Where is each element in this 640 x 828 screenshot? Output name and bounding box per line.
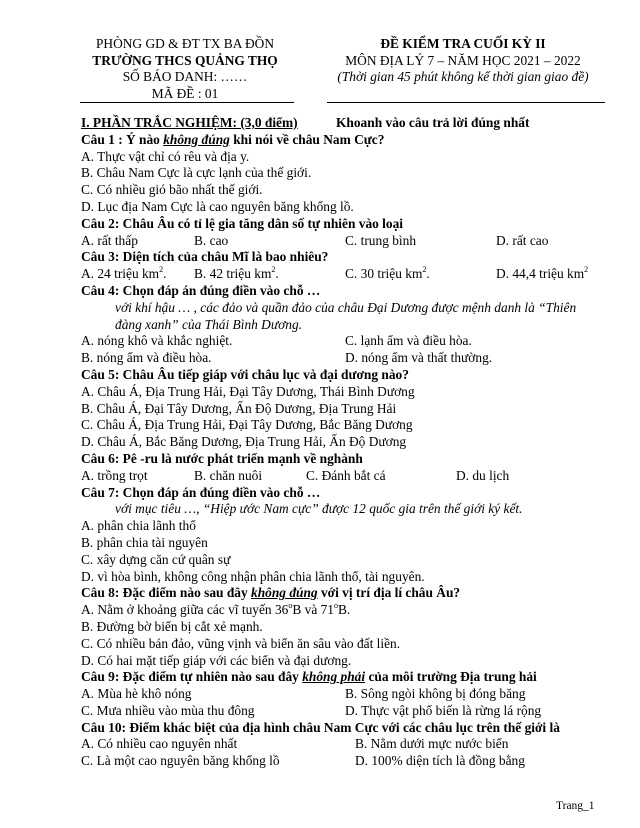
q6-options: [81, 468, 605, 485]
q7-stem: với mục tiêu …, “Hiệp ước Nam cực” được 12 quốc gia trên thế giới ký kết.: [115, 501, 523, 517]
q9-option-a[interactable]: A. Mùa hè khô nóng: [81, 686, 192, 702]
q9-options-row1: [81, 686, 605, 703]
question-1: Câu 1 : Ý nào không đúng khi nói về châu Nam Cực?: [81, 131, 385, 147]
q8-option-a[interactable]: A. Nằm ở khoảng giữa các vĩ tuyến 36$^o$B và 71$^o$B.: [81, 600, 351, 618]
exam-code: MÃ ĐỀ : 01: [151, 85, 219, 101]
q3-option-a[interactable]: A. 24 triệu $km^2$.: [81, 264, 167, 282]
question-7: Câu 7: Chọn đáp án đúng điền vào chỗ …: [81, 484, 321, 500]
q6-option-c[interactable]: C. Đánh bắt cá: [306, 467, 386, 483]
question-5: Câu 5: Châu Âu tiếp giáp với châu lục và đại dương nào?: [81, 366, 409, 382]
q8-option-b[interactable]: B. Đường bờ biển bị cắt xẻ mạnh.: [81, 618, 263, 634]
q4-option-b[interactable]: B. nóng ẩm và điều hòa.: [81, 350, 212, 366]
emphasis: không đúng: [251, 585, 318, 601]
q7-option-c[interactable]: C. xây dựng căn cứ quân sự: [81, 551, 231, 567]
q10-options-row2: [81, 753, 605, 770]
q3-option-d[interactable]: D. 44,4 triệu $km^2$: [496, 264, 589, 282]
q4-options-row2: [81, 350, 605, 367]
q10-option-d[interactable]: D. 100% diện tích là đồng bằng: [355, 753, 525, 769]
q3-option-c[interactable]: C. 30 triệu $km^2$.: [345, 264, 430, 282]
q9-option-c[interactable]: C. Mưa nhiều vào mùa thu đông: [81, 702, 255, 718]
q6-option-a[interactable]: A. trồng trọt: [81, 467, 148, 483]
question-4: Câu 4: Chọn đáp án đúng điền vào chỗ …: [81, 282, 321, 298]
school-name: TRƯỜNG THCS QUẢNG THỌ: [92, 52, 278, 68]
question-2: Câu 2: Châu Âu có tỉ lệ gia tăng dân số tự nhiên vào loại: [81, 215, 404, 231]
question-10: Câu 10: Điểm khác biệt của địa hình châu Nam Cực với các châu lục trên thế giới là: [81, 719, 560, 735]
q8-option-c[interactable]: C. Có nhiều bán đảo, vũng vịnh và biển ăn sâu vào đất liền.: [81, 635, 401, 651]
question-8: Câu 8: Đặc điểm nào sau đây không đúng với vị trí địa lí châu Âu?: [81, 585, 461, 601]
header-rule-left: [80, 102, 294, 103]
question-6: Câu 6: Pê -ru là nước phát triển mạnh về nghành: [81, 450, 363, 466]
exam-header: [312, 36, 614, 86]
q2-options: [81, 233, 605, 250]
q2-option-a[interactable]: A. rất thấp: [81, 232, 138, 248]
q4-option-d[interactable]: D. nóng ẩm và thất thường.: [345, 350, 493, 366]
section-title: I. PHẦN TRẮC NGHIỆM: (3,0 điểm): [81, 115, 298, 130]
subject-year: MÔN ĐỊA LÝ 7 – NĂM HỌC 2021 – 2022: [345, 52, 581, 68]
q7-option-d[interactable]: D. vì hòa bình, không công nhận phân chia lãnh thổ, tài nguyên.: [81, 568, 425, 584]
exam-title: ĐỀ KIỂM TRA CUỐI KỲ II: [380, 36, 546, 51]
q9-options-row2: [81, 703, 605, 720]
emphasis: không đúng: [163, 131, 230, 147]
question-3: Câu 3: Diện tích của châu Mĩ là bao nhiêu?: [81, 249, 329, 265]
q4-option-c[interactable]: C. lạnh ẩm và điều hòa.: [345, 333, 472, 349]
q10-options-row1: [81, 736, 605, 753]
school-header: [60, 36, 310, 102]
q6-option-b[interactable]: B. chăn nuôi: [194, 467, 263, 483]
q5-option-c[interactable]: C. Châu Á, Địa Trung Hải, Đại Tây Dương, Bắc Băng Dương: [81, 417, 413, 433]
section-instruction: Khoanh vào câu trả lời đúng nhất: [336, 115, 530, 130]
q6-option-d[interactable]: D. du lịch: [456, 467, 510, 483]
q2-option-b[interactable]: B. cao: [194, 232, 229, 248]
q7-option-b[interactable]: B. phân chia tài nguyên: [81, 534, 208, 550]
q1-option-c[interactable]: C. Có nhiều gió bão nhất thế giới.: [81, 182, 263, 198]
header-rule-right: [327, 102, 605, 103]
q1-option-d[interactable]: D. Lục địa Nam Cực là cao nguyên băng khổng lồ.: [81, 198, 354, 214]
q2-option-c[interactable]: C. trung bình: [345, 232, 417, 248]
q7-option-a[interactable]: A. phân chia lãnh thổ: [81, 518, 196, 534]
q2-option-d[interactable]: D. rất cao: [496, 232, 549, 248]
page-number: Trang_1: [556, 800, 595, 812]
candidate-number: SỐ BÁO DANH: ……: [122, 69, 248, 84]
q10-option-b[interactable]: B. Nằm dưới mực nước biển: [355, 736, 509, 752]
q4-options-row1: [81, 333, 605, 350]
time-note: (Thời gian 45 phút không kể thời gian giao đề): [337, 69, 589, 84]
q4-stem: với khí hậu … , các đảo và quần đảo của châu Đại Dương được mệnh danh là “Thiên đàng xanh” của Thái Bình Dương.: [115, 299, 577, 332]
department-name: PHÒNG GD & ĐT TX BA ĐỒN: [95, 36, 275, 51]
q10-option-a[interactable]: A. Có nhiều cao nguyên nhất: [81, 736, 238, 752]
q4-option-a[interactable]: A. nóng khô và khắc nghiệt.: [81, 333, 233, 349]
q8-option-d[interactable]: D. Có hai mặt tiếp giáp với các biển và đại dương.: [81, 652, 352, 668]
q5-option-b[interactable]: B. Châu Á, Đại Tây Dương, Ấn Độ Dương, Địa Trung Hải: [81, 400, 397, 416]
question-9: Câu 9: Đặc điểm tự nhiên nào sau đây không phải của môi trường Địa trung hải: [81, 669, 537, 685]
q5-option-d[interactable]: D. Châu Á, Bắc Băng Dương, Địa Trung Hải, Ấn Độ Dương: [81, 434, 407, 450]
exam-body: [81, 115, 605, 770]
emphasis: không phải: [302, 669, 366, 685]
q9-option-b[interactable]: B. Sông ngòi không bị đóng băng: [345, 686, 526, 702]
section-heading: [81, 115, 605, 132]
q1-option-a[interactable]: A. Thực vật chỉ có rêu và địa y.: [81, 148, 250, 164]
q10-option-c[interactable]: C. Là một cao nguyên băng khổng lồ: [81, 753, 280, 769]
q1-option-b[interactable]: B. Châu Nam Cực là cực lạnh của thế giới.: [81, 165, 312, 181]
q5-option-a[interactable]: A. Châu Á, Địa Trung Hải, Đại Tây Dương, Thái Bình Dương: [81, 383, 415, 399]
q3-options: [81, 266, 605, 283]
q3-option-b[interactable]: B. 42 triệu $km^2$.: [194, 264, 279, 282]
q9-option-d[interactable]: D. Thực vật phổ biến là rừng lá rộng: [345, 702, 542, 718]
